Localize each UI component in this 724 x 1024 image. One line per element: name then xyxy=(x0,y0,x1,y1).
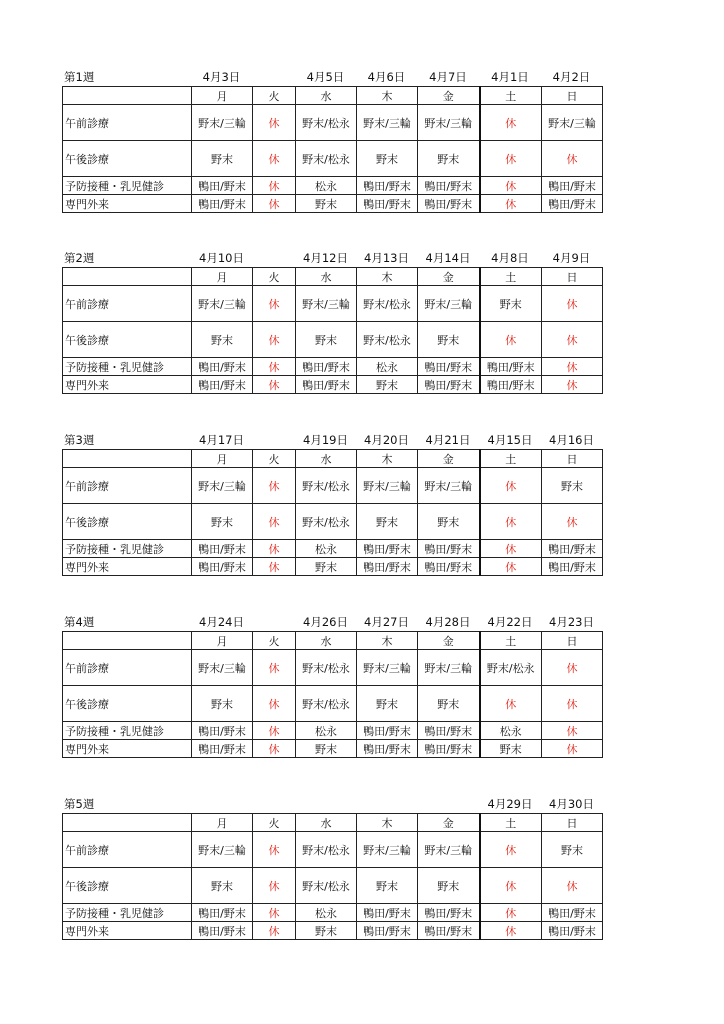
day-header-cell: 火 xyxy=(253,87,296,105)
schedule-table xyxy=(62,449,603,576)
date-label: 4月5日 xyxy=(306,70,345,84)
day-header-cell: 日 xyxy=(542,814,603,832)
doctor-cell: 鴨田/野末 xyxy=(542,922,603,940)
closed-cell: 休 xyxy=(253,558,296,576)
day-header-cell: 土 xyxy=(480,450,542,468)
schedule-row xyxy=(63,177,603,195)
doctor-cell: 鴨田/野末 xyxy=(357,558,418,576)
doctor-cell: 野末/三輪 xyxy=(357,650,418,686)
day-header-row xyxy=(63,632,603,650)
date-label: 4月7日 xyxy=(429,70,467,84)
doctor-cell: 松永 xyxy=(296,177,357,195)
doctor-cell: 鴨田/野末 xyxy=(480,376,542,394)
closed-cell: 休 xyxy=(480,195,542,213)
date-label: 4月8日 xyxy=(491,251,529,265)
doctor-cell: 松永 xyxy=(296,904,357,922)
week-title: 第3週 xyxy=(64,433,95,447)
doctor-cell: 鴨田/野末 xyxy=(542,904,603,922)
doctor-cell: 野末/松永 xyxy=(357,322,418,358)
row-label: 午後診療 xyxy=(63,141,192,177)
doctor-cell: 野末 xyxy=(192,686,253,722)
schedule-row xyxy=(63,868,603,904)
date-label: 4月22日 xyxy=(487,615,533,629)
doctor-cell: 野末/三輪 xyxy=(418,650,480,686)
schedule-row xyxy=(63,650,603,686)
doctor-cell: 鴨田/野末 xyxy=(542,195,603,213)
doctor-cell: 野末 xyxy=(192,504,253,540)
doctor-cell: 松永 xyxy=(296,722,357,740)
week-title: 第5週 xyxy=(64,797,95,811)
closed-cell: 休 xyxy=(542,286,603,322)
closed-cell: 休 xyxy=(253,105,296,141)
date-label: 4月2日 xyxy=(552,70,591,84)
week-header xyxy=(62,613,602,631)
doctor-cell: 野末 xyxy=(192,141,253,177)
doctor-cell: 鴨田/野末 xyxy=(296,358,357,376)
closed-cell: 休 xyxy=(253,376,296,394)
closed-cell: 休 xyxy=(253,740,296,758)
closed-cell: 休 xyxy=(253,141,296,177)
row-label: 午後診療 xyxy=(63,504,192,540)
doctor-cell: 野末/松永 xyxy=(296,868,357,904)
schedule-table xyxy=(62,813,603,940)
doctor-cell: 野末 xyxy=(192,868,253,904)
row-label: 予防接種・乳児健診 xyxy=(63,722,192,740)
doctor-cell: 野末/三輪 xyxy=(418,832,480,868)
doctor-cell: 野末 xyxy=(357,141,418,177)
row-label: 予防接種・乳児健診 xyxy=(63,904,192,922)
day-header-cell: 木 xyxy=(357,87,418,105)
date-label: 4月28日 xyxy=(425,615,471,629)
doctor-cell: 野末 xyxy=(418,141,480,177)
schedule-table xyxy=(62,631,603,758)
day-header-cell: 木 xyxy=(357,814,418,832)
day-header-cell: 水 xyxy=(296,814,357,832)
doctor-cell: 野末 xyxy=(418,868,480,904)
date-label: 4月15日 xyxy=(487,433,533,447)
doctor-cell: 鴨田/野末 xyxy=(480,358,542,376)
date-label: 4月12日 xyxy=(303,251,348,265)
doctor-cell: 野末/三輪 xyxy=(357,832,418,868)
doctor-cell: 鴨田/野末 xyxy=(357,540,418,558)
row-label: 専門外来 xyxy=(63,558,192,576)
doctor-cell: 鴨田/野末 xyxy=(357,177,418,195)
doctor-cell: 野末/三輪 xyxy=(357,468,418,504)
doctor-cell: 鴨田/野末 xyxy=(418,922,480,940)
doctor-cell: 野末/松永 xyxy=(296,468,357,504)
day-header-cell: 火 xyxy=(253,814,296,832)
corner-cell xyxy=(63,632,192,650)
week-block xyxy=(62,68,602,213)
doctor-cell: 野末/松永 xyxy=(480,650,542,686)
doctor-cell: 鴨田/野末 xyxy=(192,558,253,576)
day-header-row xyxy=(63,268,603,286)
closed-cell: 休 xyxy=(253,322,296,358)
date-label: 4月24日 xyxy=(199,615,244,629)
doctor-cell: 野末/三輪 xyxy=(192,286,253,322)
day-header-cell: 金 xyxy=(418,814,480,832)
day-header-cell: 木 xyxy=(357,268,418,286)
doctor-cell: 野末 xyxy=(296,558,357,576)
doctor-cell: 野末 xyxy=(357,686,418,722)
date-label: 4月13日 xyxy=(364,251,409,265)
row-label: 午前診療 xyxy=(63,286,192,322)
closed-cell: 休 xyxy=(253,195,296,213)
week-block xyxy=(62,613,602,758)
doctor-cell: 野末 xyxy=(418,322,480,358)
day-header-cell: 日 xyxy=(542,87,603,105)
doctor-cell: 鴨田/野末 xyxy=(418,722,480,740)
doctor-cell: 野末/三輪 xyxy=(418,105,480,141)
doctor-cell: 鴨田/野末 xyxy=(192,740,253,758)
row-label: 予防接種・乳児健診 xyxy=(63,358,192,376)
closed-cell: 休 xyxy=(480,322,542,358)
row-label: 専門外来 xyxy=(63,740,192,758)
doctor-cell: 野末 xyxy=(418,504,480,540)
doctor-cell: 鴨田/野末 xyxy=(418,540,480,558)
doctor-cell: 野末 xyxy=(480,286,542,322)
doctor-cell: 鴨田/野末 xyxy=(192,177,253,195)
doctor-cell: 鴨田/野末 xyxy=(357,195,418,213)
date-label: 4月3日 xyxy=(202,70,241,84)
doctor-cell: 鴨田/野末 xyxy=(192,904,253,922)
row-label: 予防接種・乳児健診 xyxy=(63,540,192,558)
date-label: 4月30日 xyxy=(549,797,594,811)
schedule-row xyxy=(63,195,603,213)
day-header-cell: 火 xyxy=(253,450,296,468)
schedule-row xyxy=(63,141,603,177)
date-label: 4月23日 xyxy=(549,615,594,629)
date-label: 4月6日 xyxy=(367,70,406,84)
doctor-cell: 鴨田/野末 xyxy=(357,904,418,922)
day-header-row xyxy=(63,87,603,105)
week-block xyxy=(62,431,602,576)
doctor-cell: 鴨田/野末 xyxy=(192,722,253,740)
day-header-row xyxy=(63,450,603,468)
doctor-cell: 鴨田/野末 xyxy=(418,904,480,922)
doctor-cell: 野末 xyxy=(296,740,357,758)
schedule-row xyxy=(63,105,603,141)
day-header-cell: 土 xyxy=(480,87,542,105)
doctor-cell: 野末/松永 xyxy=(357,286,418,322)
closed-cell: 休 xyxy=(253,832,296,868)
closed-cell: 休 xyxy=(253,286,296,322)
doctor-cell: 松永 xyxy=(296,540,357,558)
corner-cell xyxy=(63,814,192,832)
day-header-cell: 月 xyxy=(192,814,253,832)
doctor-cell: 野末/松永 xyxy=(296,650,357,686)
closed-cell: 休 xyxy=(542,650,603,686)
schedule-row xyxy=(63,904,603,922)
doctor-cell: 野末 xyxy=(296,322,357,358)
doctor-cell: 鴨田/野末 xyxy=(542,177,603,195)
closed-cell: 休 xyxy=(480,904,542,922)
day-header-cell: 土 xyxy=(480,814,542,832)
day-header-cell: 土 xyxy=(480,268,542,286)
closed-cell: 休 xyxy=(480,868,542,904)
row-label: 午後診療 xyxy=(63,686,192,722)
closed-cell: 休 xyxy=(253,868,296,904)
closed-cell: 休 xyxy=(542,322,603,358)
schedule-row xyxy=(63,322,603,358)
doctor-cell: 松永 xyxy=(480,722,542,740)
closed-cell: 休 xyxy=(542,504,603,540)
schedule-row xyxy=(63,740,603,758)
row-label: 午前診療 xyxy=(63,832,192,868)
doctor-cell: 鴨田/野末 xyxy=(542,540,603,558)
schedule-row xyxy=(63,722,603,740)
row-label: 予防接種・乳児健診 xyxy=(63,177,192,195)
schedule-table xyxy=(62,86,603,213)
week-title: 第1週 xyxy=(64,70,95,84)
closed-cell: 休 xyxy=(542,141,603,177)
doctor-cell: 野末/松永 xyxy=(296,686,357,722)
closed-cell: 休 xyxy=(480,922,542,940)
doctor-cell: 鴨田/野末 xyxy=(192,540,253,558)
doctor-cell: 野末/松永 xyxy=(296,141,357,177)
closed-cell: 休 xyxy=(542,740,603,758)
doctor-cell: 野末/松永 xyxy=(296,105,357,141)
closed-cell: 休 xyxy=(480,686,542,722)
doctor-cell: 野末/三輪 xyxy=(192,105,253,141)
closed-cell: 休 xyxy=(480,177,542,195)
doctor-cell: 野末/三輪 xyxy=(357,105,418,141)
week-title: 第4週 xyxy=(64,615,95,629)
doctor-cell: 野末 xyxy=(357,376,418,394)
doctor-cell: 鴨田/野末 xyxy=(192,376,253,394)
date-label: 4月21日 xyxy=(425,433,471,447)
closed-cell: 休 xyxy=(253,358,296,376)
doctor-cell: 鴨田/野末 xyxy=(357,740,418,758)
closed-cell: 休 xyxy=(480,105,542,141)
date-label: 4月20日 xyxy=(364,433,409,447)
corner-cell xyxy=(63,268,192,286)
closed-cell: 休 xyxy=(253,468,296,504)
day-header-cell: 木 xyxy=(357,632,418,650)
week-header xyxy=(62,795,602,813)
schedule-row xyxy=(63,558,603,576)
row-label: 午前診療 xyxy=(63,650,192,686)
doctor-cell: 野末 xyxy=(357,868,418,904)
day-header-cell: 水 xyxy=(296,87,357,105)
row-label: 午後診療 xyxy=(63,322,192,358)
schedule-row xyxy=(63,468,603,504)
doctor-cell: 鴨田/野末 xyxy=(418,195,480,213)
schedule-row xyxy=(63,358,603,376)
week-header xyxy=(62,431,602,449)
week-header xyxy=(62,249,602,267)
doctor-cell: 野末 xyxy=(480,740,542,758)
row-label: 午前診療 xyxy=(63,105,192,141)
day-header-cell: 月 xyxy=(192,450,253,468)
day-header-row xyxy=(63,814,603,832)
doctor-cell: 鴨田/野末 xyxy=(192,922,253,940)
day-header-cell: 水 xyxy=(296,268,357,286)
day-header-cell: 木 xyxy=(357,450,418,468)
doctor-cell: 鴨田/野末 xyxy=(296,376,357,394)
schedule-row xyxy=(63,540,603,558)
doctor-cell: 鴨田/野末 xyxy=(418,358,480,376)
closed-cell: 休 xyxy=(542,868,603,904)
doctor-cell: 野末/三輪 xyxy=(418,468,480,504)
day-header-cell: 火 xyxy=(253,632,296,650)
day-header-cell: 日 xyxy=(542,632,603,650)
closed-cell: 休 xyxy=(542,686,603,722)
day-header-cell: 金 xyxy=(418,632,480,650)
week-header xyxy=(62,68,602,86)
doctor-cell: 鴨田/野末 xyxy=(418,558,480,576)
day-header-cell: 土 xyxy=(480,632,542,650)
day-header-cell: 月 xyxy=(192,268,253,286)
date-label: 4月29日 xyxy=(487,797,533,811)
doctor-cell: 野末/三輪 xyxy=(192,650,253,686)
date-label: 4月14日 xyxy=(425,251,471,265)
day-header-cell: 金 xyxy=(418,450,480,468)
day-header-cell: 火 xyxy=(253,268,296,286)
date-label: 4月10日 xyxy=(199,251,244,265)
row-label: 専門外来 xyxy=(63,922,192,940)
doctor-cell: 野末 xyxy=(418,686,480,722)
doctor-cell: 野末 xyxy=(296,195,357,213)
doctor-cell: 野末/三輪 xyxy=(418,286,480,322)
closed-cell: 休 xyxy=(542,358,603,376)
schedule-row xyxy=(63,376,603,394)
closed-cell: 休 xyxy=(253,177,296,195)
date-label: 4月17日 xyxy=(199,433,244,447)
schedule-row xyxy=(63,686,603,722)
closed-cell: 休 xyxy=(253,504,296,540)
closed-cell: 休 xyxy=(480,558,542,576)
schedule-row xyxy=(63,504,603,540)
day-header-cell: 金 xyxy=(418,87,480,105)
doctor-cell: 野末/松永 xyxy=(296,832,357,868)
doctor-cell: 野末 xyxy=(357,504,418,540)
doctor-cell: 野末/三輪 xyxy=(542,105,603,141)
schedule-row xyxy=(63,286,603,322)
closed-cell: 休 xyxy=(253,686,296,722)
week-title: 第2週 xyxy=(64,251,95,265)
week-block xyxy=(62,249,602,394)
day-header-cell: 金 xyxy=(418,268,480,286)
doctor-cell: 鴨田/野末 xyxy=(357,722,418,740)
doctor-cell: 野末/三輪 xyxy=(192,468,253,504)
closed-cell: 休 xyxy=(480,504,542,540)
date-label: 4月27日 xyxy=(364,615,409,629)
closed-cell: 休 xyxy=(253,904,296,922)
doctor-cell: 野末 xyxy=(542,468,603,504)
date-label: 4月19日 xyxy=(303,433,348,447)
doctor-cell: 鴨田/野末 xyxy=(357,922,418,940)
schedule-row xyxy=(63,922,603,940)
day-header-cell: 月 xyxy=(192,87,253,105)
date-label: 4月9日 xyxy=(552,251,591,265)
day-header-cell: 月 xyxy=(192,632,253,650)
schedule-table xyxy=(62,267,603,394)
doctor-cell: 鴨田/野末 xyxy=(542,558,603,576)
closed-cell: 休 xyxy=(480,540,542,558)
date-label: 4月26日 xyxy=(303,615,348,629)
closed-cell: 休 xyxy=(542,376,603,394)
week-block xyxy=(62,795,602,940)
row-label: 午前診療 xyxy=(63,468,192,504)
corner-cell xyxy=(63,87,192,105)
day-header-cell: 水 xyxy=(296,632,357,650)
day-header-cell: 日 xyxy=(542,268,603,286)
day-header-cell: 水 xyxy=(296,450,357,468)
doctor-cell: 野末/松永 xyxy=(296,504,357,540)
corner-cell xyxy=(63,450,192,468)
doctor-cell: 鴨田/野末 xyxy=(192,195,253,213)
closed-cell: 休 xyxy=(253,540,296,558)
row-label: 専門外来 xyxy=(63,195,192,213)
doctor-cell: 鴨田/野末 xyxy=(192,358,253,376)
day-header-cell: 日 xyxy=(542,450,603,468)
closed-cell: 休 xyxy=(253,922,296,940)
closed-cell: 休 xyxy=(480,468,542,504)
doctor-cell: 野末 xyxy=(542,832,603,868)
closed-cell: 休 xyxy=(542,722,603,740)
row-label: 専門外来 xyxy=(63,376,192,394)
doctor-cell: 野末 xyxy=(296,922,357,940)
row-label: 午後診療 xyxy=(63,868,192,904)
doctor-cell: 野末/三輪 xyxy=(296,286,357,322)
doctor-cell: 鴨田/野末 xyxy=(418,177,480,195)
doctor-cell: 野末 xyxy=(192,322,253,358)
doctor-cell: 鴨田/野末 xyxy=(418,740,480,758)
date-label: 4月16日 xyxy=(549,433,594,447)
date-label: 4月1日 xyxy=(491,70,529,84)
doctor-cell: 鴨田/野末 xyxy=(418,376,480,394)
closed-cell: 休 xyxy=(253,722,296,740)
closed-cell: 休 xyxy=(480,832,542,868)
doctor-cell: 松永 xyxy=(357,358,418,376)
doctor-cell: 野末/三輪 xyxy=(192,832,253,868)
closed-cell: 休 xyxy=(480,141,542,177)
schedule-row xyxy=(63,832,603,868)
closed-cell: 休 xyxy=(253,650,296,686)
